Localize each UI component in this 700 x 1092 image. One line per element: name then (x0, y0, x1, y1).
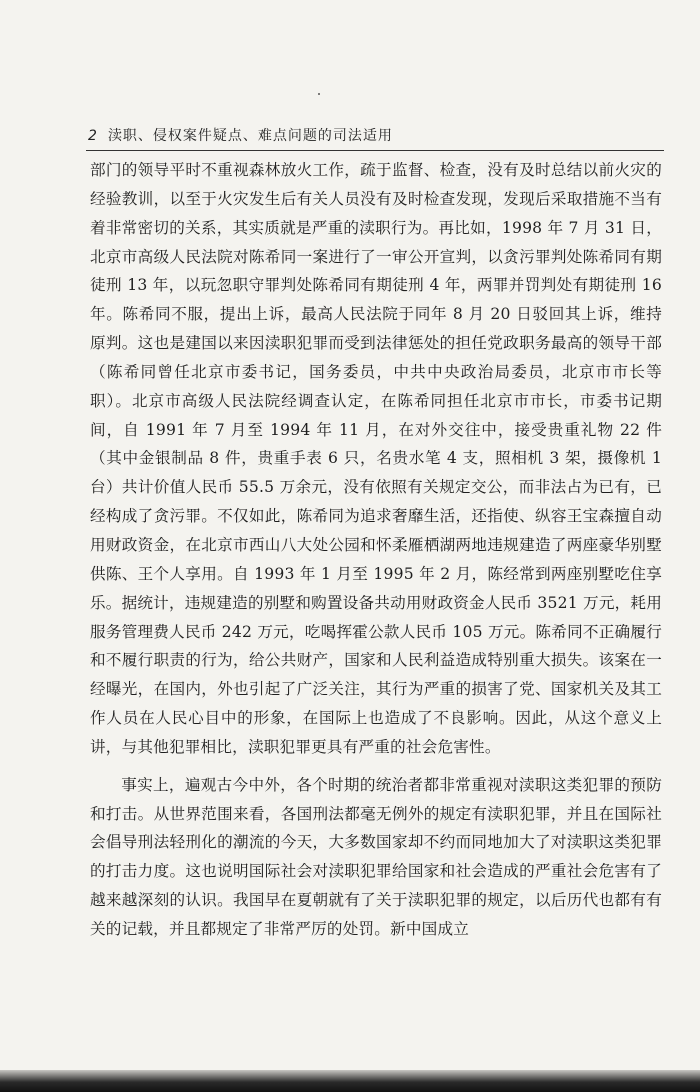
scan-edge-shadow (0, 1070, 700, 1092)
header-rule (86, 150, 664, 151)
scan-speck (318, 93, 320, 95)
running-title: 渎职、侵权案件疑点、难点问题的司法适用 (107, 128, 393, 144)
page-number: 2 (88, 128, 98, 144)
body-text (90, 156, 662, 944)
paragraph: 事实上，遍观古今中外，各个时期的统治者都非常重视对渎职这类犯罪的预防和打击。从世界范围来看，各国刑法都毫无例外的规定有渎职犯罪，并且在国际社会倡导刑法轻刑化的潮流的今天，大多数国家却不约而同地加大了对渎职这类犯罪的打击力度。这也说明国际社会对渎职犯罪给国家和社会造成的严重社会危害有了越来越深刻的认识。我国早在夏朝就有了关于渎职犯罪的规定，以后历代也都有有关的记载，并且都规定了非常严厉的处罚。新中国成立 (90, 775, 662, 938)
running-header (88, 124, 648, 148)
paragraph-continued: 部门的领导平时不重视森林放火工作，疏于监督、检查，没有及时总结以前火灾的经验教训，以至于火灾发生后有关人员没有及时检查发现，发现后采取措施不当有着非常密切的关系，其实质就是严重的渎职行为。再比如，1998 年 7 月 31 日，北京市高级人民法院对陈希同一案进行了一审公开宣判，以贪污罪判处陈希同有期徒刑 13 年，以玩忽职守罪判处陈希同有期徒刑 4 年，两罪并罚判处有期徒刑 16 年。陈希同不服，提出上诉，最高人民法院于同年 8 月 20 日驳回其上诉，维持原判。这也是建国以来因渎职犯罪而受到法律惩处的担任党政职务最高的领导干部（陈希同曾任北京市委书记，国务委员，中共中央政治局委员，北京市市长等职）。北京市高级人民法院经调查认定，在陈希同担任北京市市长，市委书记期间，自 1991 年 7 月至 1994 年 11 月，在对外交往中，接受贵重礼物 22 件（其中金银制品 8 件，贵重手表 6 只，名贵水笔 4 支，照相机 3 架，摄像机 1 台）共计价值人民币 55.5 万余元，没有依照有关规定交公，而非法占为已有，已经构成了贪污罪。不仅如此，陈希同为追求奢靡生活，还指使、纵容王宝森擅自动用财政资金，在北京市西山八大处公园和怀柔雁栖湖两地违规建造了两座豪华别墅供陈、王个人享用。自 1993 年 1 月至 1995 年 2 月，陈经常到两座别墅吃住享乐。据统计，违规建造的别墅和购置设备共动用财政资金人民币 3521 万元，耗用服务管理费人民币 242 万元，吃喝挥霍公款人民币 105 万元。陈希同不正确履行和不履行职责的行为，给公共财产，国家和人民利益造成特别重大损失。该案在一经曝光，在国内，外也引起了广泛关注，其行为严重的损害了党、国家机关及其工作人员在人民心目中的形象，在国际上也造成了不良影响。因此，从这个意义上讲，与其他犯罪相比，渎职犯罪更具有严重的社会危害性。 (90, 161, 662, 756)
